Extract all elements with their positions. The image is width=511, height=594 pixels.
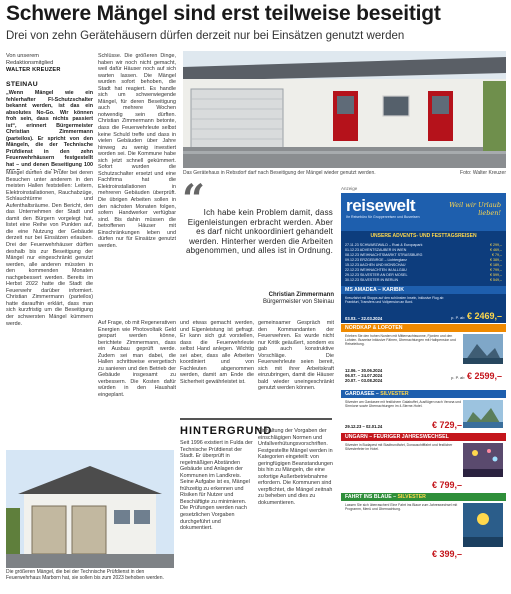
ad-ship-dates: 03.03. – 22.03.2024 bbox=[345, 316, 383, 321]
ad-ship-price: p. P. ab € 2469,– bbox=[451, 311, 502, 321]
photo-credit: Foto: Walter Kreuzer bbox=[460, 170, 506, 176]
ad-ungarn-text: Silvester in Budapest mit Stadtrundfahrt, Donauschifffahrt und festlicher Silvesterfeier im Hotel. bbox=[345, 443, 453, 452]
ad-blue-text: Lassen Sie sich überraschen! Eine Fahrt ins Blaue zum Jahreswechsel mit Programm, Menü und Übernachtung. bbox=[345, 503, 458, 512]
ad-nordkap-date-1: 12.06. – 30.06.2024 bbox=[345, 368, 383, 373]
article-intro: „Wenn Mängel wie ein fehlerhafter FI-Schutzschalter bekannt werden, ist das ein absolutes No-Go. Wir können froh sein, dass nichts passiert ist“, erinnert Bürgermeister Christian Zimmermann (parteilos). Er spricht von den Mängeln, die der Technische Prüfdienst in den zehn Feuerwehrhäusern festgestellt hat – und denen Beseitigung 100 bbox=[6, 90, 93, 169]
ad-blue-title: FAHRT INS BLAUE – SILVESTER bbox=[341, 493, 506, 501]
background-column-1: Seit 1996 existiert in Fulda der Technische Prüfdienst der Stadt. Er überprüft in regelmäßigen Abständen Gebäude und Anlagen der Kommunen im Landkreis. Seine Aufgabe ist es, Mängel frühzeitig zu erkennen und Risiken für Nutzer und Beschäftigte zu minimieren. Die Prüfungen werden nach gesetzlichen Vorgaben durchgeführt und dokumentiert. bbox=[180, 440, 253, 532]
ad-trip-row[interactable]: 01.12.23 ADVENTSZAUBER IN WIEN € 469,– bbox=[345, 248, 502, 252]
ad-nordkap-price: p. P. ab € 2599,– bbox=[451, 371, 502, 381]
article-column-1: Mängel durften die Prüfer bei deren Besuchen unter anderem in den meisten Hallen feststellen: Leitern, Elektroinstallationen, Rauchabzüge, Schlauchtürme und Aufenthaltsräume. Den Bericht, den das Unternehmen der Stadt und damit den Bürgern vorgelegt hat, listet eine Reihe von Punkten auf, die eine Nutzung der Gebäude derzeit nur bei Einsätzen erlauben. Drei der Feuerwehrhäuser dürften deshalb bis zur Beseitigung der Mängel nur eingeschränkt genutzt werden, alle anderen müssten in den kommenden Monaten nachgebessert werden. Bereits im Herbst 2022 hatte die Stadt die Feuerwehr darüber informiert. Christian Zimmermann (parteilos) hatte daraufhin erklärt, dass man sich kurzfristig um die Beseitigung der schwersten Mängel kümmern werde. bbox=[6, 170, 93, 327]
ad-ship-title: MS AMADEA – KARIBIK bbox=[341, 286, 506, 294]
quote-mark-icon: “ bbox=[182, 176, 206, 223]
photo-caption: Das Gerätehaus in Rebsdorf darf nach Beseitigung der Mängel wieder genutzt werden. bbox=[183, 170, 376, 176]
travel-advertisement[interactable] bbox=[341, 193, 506, 593]
photo-2-caption: Die größeren Mängel, die bei der Technische Prüfdienst in den Feuerwehrhaus Marborn hat, sie sollen bis zum 2023 behoben werden. bbox=[6, 569, 164, 581]
ad-label: Anzeige bbox=[341, 186, 358, 191]
ad-trip-row[interactable]: 29.12.23 SILVESTER AN DER MOSEL € 599,– bbox=[345, 273, 502, 277]
ad-blue-image bbox=[463, 503, 503, 547]
ad-nordkap-title: NORDKAP & LOFOTEN bbox=[341, 324, 506, 332]
fire-station-photo-2 bbox=[6, 450, 174, 568]
background-rule bbox=[180, 418, 332, 420]
ad-header bbox=[341, 193, 506, 231]
pull-quote: Ich habe kein Problem damit, dass Eigenleistungen erbracht werden. Aber es darf nicht unkoordiniert gehandelt werden. Hinterher werden die Arbeiten abgenommen, und alles ist in Ordnung. bbox=[185, 208, 333, 256]
ad-xmas-section bbox=[341, 231, 506, 323]
ad-trip-row[interactable]: 08.12.23 WEIHNACHTSMARKT STRASSBURG € 79,– bbox=[345, 253, 502, 257]
article-column-4: gemeinsamer Gespräch mit den Kommandanten der Feuerwehren. Es wurde nicht nur Kritik geäußert, sondern es gab auch konstruktive Vorschläge. Die Feuerwehrleute seien bereit, sich mit ihrer Arbeitskraft einzubringen, damit die Häuser bald wieder uneingeschränkt genutzt werden können. bbox=[258, 320, 334, 392]
subheadline: Drei von zehn Gerätehäusern dürfen derzeit nur bei Einsätzen genutzt werden bbox=[6, 30, 405, 42]
article-column-2: Schlüsse. Die größeren Dinge, haben wir noch nicht gemacht, weil dafür Häuser noch auf sich warten lassen. Die Mängel wurden sofort behoben, die Stadt hat reagiert. Es handle sich um schwerwiegende Mängel, für deren Beseitigung auch mehrere Wochen notwendig sein dürften. Christian Zimmermann betonte, dass die Feuerwehrleute selbst keine Schuld treffe und dass in vielen Gebäuden über Jahre hinweg zu wenig investiert worden sei. Die Kommune habe sich jetzt schnell gekümmert. Sofort wurden die Schutzschalter ersetzt und eine Fachfirma hat die Elektroinstallationen in mehreren Gebäuden überprüft. Die übrigen Arbeiten sollen in den nächsten Monaten folgen, sofern Handwerker verfügbar sind. Bis dahin müssen die betroffenen Häuser mit Einschränkungen leben und dürfen nur für Einsätze genutzt werden. bbox=[98, 53, 176, 249]
ad-blue-price: € 399,– bbox=[431, 549, 462, 559]
byline bbox=[6, 53, 61, 73]
quote-author: Christian Zimmermann bbox=[268, 292, 334, 298]
byline-prefix: Von unserem Redaktionsmitglied bbox=[6, 53, 54, 66]
headline: Schwere Mängel sind erst teilweise beseitigt bbox=[6, 2, 441, 25]
ad-nordkap-date-2: 06.07. – 24.07.2024 bbox=[345, 373, 383, 378]
ad-nordkap-text: Erleben Sie den hohen Norden mit Mitternachtssonne, Fjorden und den Lofoten. Busreise inklusive Fähren, Übernachtungen mit Halbpension und Reiseleitung. bbox=[345, 334, 456, 347]
ad-garda-image bbox=[463, 400, 503, 428]
ad-ungarn-image bbox=[463, 443, 503, 477]
ad-xmas-title: UNSERE ADVENTS- UND FESTTAGSREISEN bbox=[370, 233, 477, 239]
ad-trip-row[interactable]: 22.12.23 WEIHNACHTEN IM ALLGÄU € 799,– bbox=[345, 268, 502, 272]
ad-garda-dates: 29.12.23 – 02.01.24 bbox=[345, 424, 383, 429]
ad-brand: reisewelt bbox=[346, 196, 416, 215]
ad-trip-row[interactable]: 09.12.23 ERZGEBIRGE – Lichterglanz € 389,– bbox=[345, 258, 502, 262]
ad-ship-text: Kreuzfahrt mit Stopps auf den schönsten Inseln, inklusive Flug ab Frankfurt, Transfers und Vollpension an Bord. bbox=[345, 296, 444, 305]
ad-trip-row[interactable]: 30.12.23 SILVESTER IN BERLIN € 549,– bbox=[345, 278, 502, 282]
ad-trip-row[interactable]: 27.11.23 SCHWARZWALD – Rust & Europapark € 299,– bbox=[345, 243, 502, 247]
background-title: HINTERGRUND bbox=[180, 425, 273, 437]
ad-slogan: Weil wir Urlaub lieben! bbox=[449, 201, 501, 217]
article-column-2-lower: Auf Frage, ob mit Regenerativen Energien wie Photovoltaik Geld gespart werden könne, berichtete Zimmermann, dass ein Ausbau geprüft werde. Zudem sei man dabei, die Hallen schrittweise energetisch zu sanieren und den Betrieb der Gebäude insgesamt zu verbessern. Die Kosten dafür würden in den Haushalt eingeplant. bbox=[98, 320, 176, 399]
article-column-3: und etwas gemacht werden, und Eigenleistung ist gefragt. Er kann sich gut vorstellen, dass die Feuerwehrleute selbst Hand anlegen. Wichtig sei aber, dass alle Arbeiten koordiniert und von Fachleuten abgenommen werden, damit am Ende die Sicherheit gewährleistet ist. bbox=[180, 320, 254, 385]
quote-attribution bbox=[210, 292, 334, 306]
author-name: WALTER KREUZER bbox=[6, 66, 61, 73]
fire-station-photo bbox=[183, 51, 506, 168]
quote-role: Bürgermeister von Steinau bbox=[262, 299, 334, 305]
fire-station-illustration-2 bbox=[6, 450, 174, 568]
dateline: STEINAU bbox=[6, 81, 38, 88]
ad-ungarn-title: UNGARN – FEURIGER JAHRESWECHSEL bbox=[341, 433, 506, 441]
fire-station-illustration bbox=[183, 51, 506, 168]
background-column-2: Einhaltung der Vorgaben der einschlägigen Normen und Unfallverhütungsvorschriften. Festgestellte Mängel werden in Kategorien eingeteilt: von geringfügigen Beanstandungen bis hin zu Mängeln, die eine sofortige Außerbetriebnahme erfordern. Die Kommunen sind verpflichtet, die Mängel zeitnah zu beheben und dies zu dokumentieren. bbox=[258, 428, 333, 507]
ad-nordkap-date-3: 20.07. – 03.08.2024 bbox=[345, 378, 383, 383]
ad-garda-title: GARDASEE – SILVESTER bbox=[341, 390, 506, 398]
ad-nordkap-image bbox=[463, 334, 503, 364]
ad-ungarn-price: € 799,– bbox=[431, 480, 462, 490]
ad-garda-price: € 729,– bbox=[431, 420, 462, 430]
ad-trip-row[interactable]: 15.12.23 AACHEN UND MONSCHAU € 189,– bbox=[345, 263, 502, 267]
ad-brand-subtitle: Ihr Reisebüro für Gruppenreisen und Busreisen bbox=[346, 215, 420, 219]
ad-garda-text: Silvester am Gardasee mit festlichem Galabuffet, Ausflügen nach Verona und Sirmione sowie Übernachtungen im 4-Sterne-Hotel. bbox=[345, 400, 462, 409]
